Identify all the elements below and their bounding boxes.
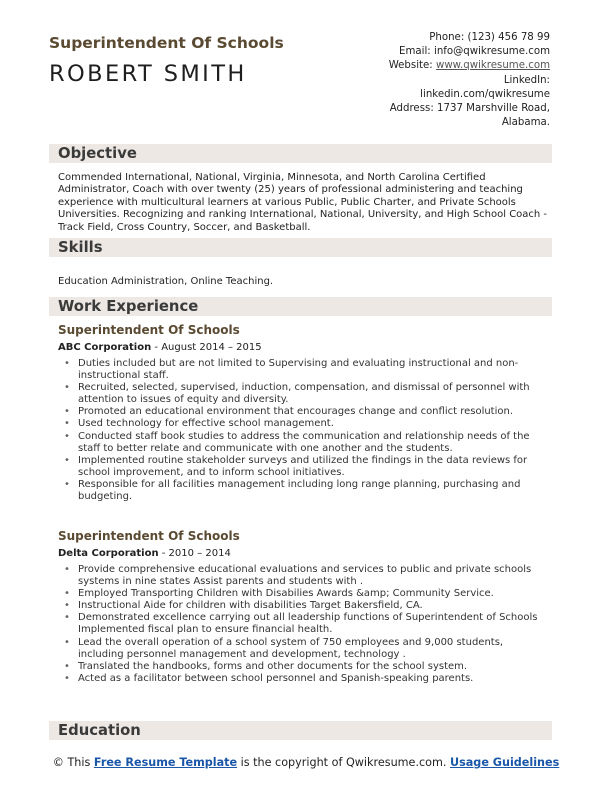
- bullet-item: • Instructional Aide for children with disabilities Target Bakersfield, CA.: [64, 600, 544, 612]
- address-label: Address:: [389, 103, 434, 115]
- contact-address: [389, 102, 550, 116]
- bullet-item: • Lead the overall operation of a school system of 750 employees and 9,000 students, including personnel management and development, technology .: [64, 637, 544, 661]
- footer-middle: is the copyright of Qwikresume.com.: [237, 756, 451, 769]
- objective-text: Commended International, National, Virginia, Minnesota, and North Carolina Certified Administrator, Coach with over twenty (25) years of professional administering and teaching experience with multicultural learners at various Public, Public Charter, and Private Schools Universities. Recognizing and ranking International, National, University, and High School Coach - Track Field, Cross Country, Soccer, and Basketball.: [58, 172, 548, 233]
- job-company-line: [58, 342, 262, 353]
- contact-email: [389, 45, 550, 59]
- candidate-name: ROBERT SMITH: [49, 61, 247, 87]
- job-bullets: [64, 358, 544, 503]
- usage-guidelines-link[interactable]: Usage Guidelines: [450, 756, 560, 769]
- contact-block: [389, 31, 550, 130]
- contact-phone: [389, 31, 550, 45]
- job-company-line: [58, 548, 231, 559]
- bullet-item: • Translated the handbooks, forms and other documents for the school system.: [64, 661, 544, 673]
- job-title: Superintendent Of Schools: [58, 529, 240, 543]
- contact-website: [389, 59, 550, 73]
- job-dates: - 2010 – 2014: [158, 548, 231, 559]
- bullet-item: • Employed Transporting Children with Disabilies Awards &amp; Community Service.: [64, 588, 544, 600]
- job-bullets: [64, 564, 544, 685]
- footer-prefix: © This: [52, 756, 94, 769]
- skills-section-bar: [49, 238, 552, 257]
- website-label: Website:: [388, 60, 433, 72]
- bullet-item: • Used technology for effective school management.: [64, 418, 544, 430]
- bullet-item: • Duties included but are not limited to Supervising and evaluating instructional and non-instructional staff.: [64, 358, 544, 382]
- bullet-item: • Responsible for all facilities management including long range planning, purchasing and budgeting.: [64, 479, 544, 503]
- contact-address-line2: Alabama.: [501, 117, 550, 129]
- bullet-item: • Implemented routine stakeholder surveys and utilized the findings in the data reviews for school improvement, and to inform school initiatives.: [64, 455, 544, 479]
- bullet-item: • Recruited, selected, supervised, induction, compensation, and dismissal of personnel with attention to issues of equity and diversity.: [64, 382, 544, 406]
- phone-label: Phone:: [429, 32, 465, 43]
- company-name: ABC Corporation: [58, 342, 152, 353]
- objective-heading: Objective: [58, 145, 137, 162]
- bullet-item: • Acted as a facilitator between school personnel and Spanish-speaking parents.: [64, 673, 544, 685]
- contact-linkedin: linkedin.com/qwikresume: [420, 88, 550, 100]
- skills-heading: Skills: [58, 239, 103, 256]
- company-name: Delta Corporation: [58, 548, 159, 559]
- website-link[interactable]: www.qwikresume.com: [435, 60, 550, 72]
- phone-value: (123) 456 78 99: [467, 32, 550, 43]
- bullet-item: • Provide comprehensive educational evaluations and services to public and private schools systems in nine states Assist parents and students with .: [64, 564, 544, 588]
- job-title: Superintendent Of Schools: [58, 323, 240, 337]
- address-line1: 1737 Marshville Road,: [437, 103, 550, 115]
- resume-job-title: Superintendent Of Schools: [49, 34, 284, 52]
- bullet-item: • Demonstrated excellence carrying out all leadership functions of Superintendent of Schools Implemented fiscal plan to ensure financial health.: [64, 612, 544, 636]
- education-heading: Education: [58, 722, 141, 739]
- work-heading: Work Experience: [58, 298, 199, 315]
- job-dates: - August 2014 – 2015: [151, 342, 262, 353]
- skills-text: Education Administration, Online Teaching.: [58, 276, 274, 287]
- bullet-item: • Conducted staff book studies to address the communication and relationship needs of the staff to better relate and communicate with one another and the students.: [64, 431, 544, 455]
- email-value: info@qwikresume.com: [433, 46, 550, 58]
- email-label: Email:: [399, 46, 431, 58]
- bullet-item: • Promoted an educational environment that encourages change and conflict resolution.: [64, 406, 544, 418]
- free-resume-template-link[interactable]: Free Resume Template: [93, 756, 238, 769]
- contact-linkedin-label: LinkedIn:: [503, 74, 550, 86]
- copyright-footer: [0, 756, 612, 770]
